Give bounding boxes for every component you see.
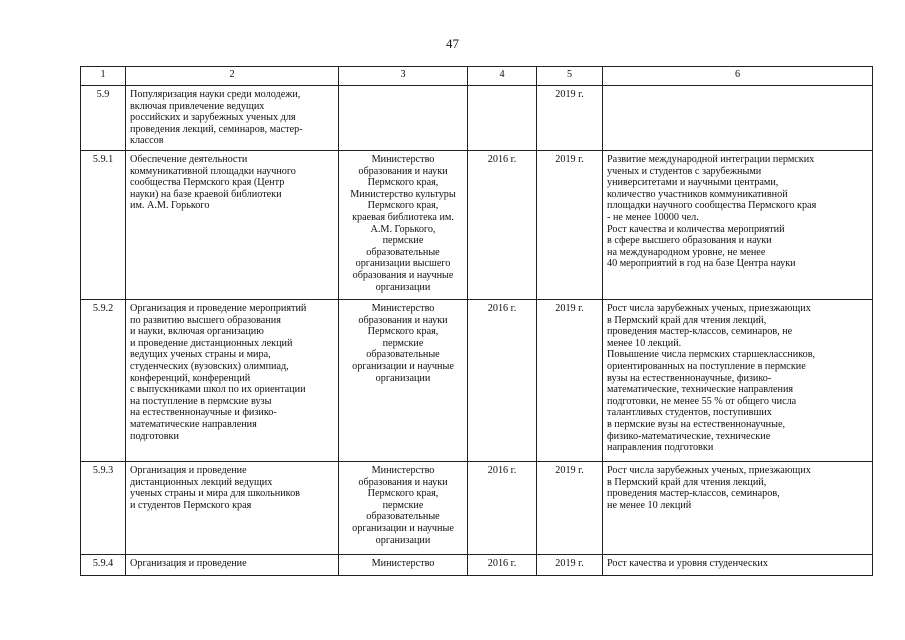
- item-result: Рост числа зарубежных ученых, приезжающих в Пермский край для чтения лекций, проведения мастер-классов, семинаров, не менее 10 лекций. Повышение числа пермских старшеклассников, ориентированных на поступление в пермские вузы на естественнонаучные, физико- математические, технические направления подготовки, не менее 55 % от общего числа талантливых студентов, поступивших в пермские вузы на естественнонаучные, физико-математические, технические направления подготовки: [603, 299, 873, 461]
- item-start-year: 2016 г.: [468, 299, 537, 461]
- item-end-year: 2019 г.: [537, 150, 603, 299]
- column-header: 5: [537, 67, 603, 86]
- item-executor: Министерство образования и науки Пермского края, пермские образовательные организации и научные организации: [339, 461, 468, 554]
- item-executor: [339, 86, 468, 151]
- column-header: 3: [339, 67, 468, 86]
- item-name: Обеспечение деятельности коммуникативной площадки научного сообщества Пермского края (Центр науки) на базе краевой библиотеки им. А.М. Горького: [126, 150, 339, 299]
- item-end-year: 2019 г.: [537, 461, 603, 554]
- item-start-year: 2016 г.: [468, 554, 537, 575]
- table-row: [81, 554, 873, 575]
- item-name: Организация и проведение дистанционных лекций ведущих ученых страны и мира для школьников и студентов Пермского края: [126, 461, 339, 554]
- column-header: 2: [126, 67, 339, 86]
- item-result: Развитие международной интеграции пермских ученых и студентов с зарубежными университетами и научными центрами, количество участников коммуникативной площадки научного сообщества Пермского края - не менее 10000 чел. Рост качества и количества мероприятий в сфере высшего образования и науки на международном уровне, не менее 40 мероприятий в год на базе Центра науки: [603, 150, 873, 299]
- item-number: 5.9.2: [81, 299, 126, 461]
- item-start-year: [468, 86, 537, 151]
- item-executor: Министерство образования и науки Пермского края, Министерство культуры Пермского края, краевая библиотека им. А.М. Горького, пермские образовательные организации высшего образования и научные организации: [339, 150, 468, 299]
- item-name: Популяризация науки среди молодежи, включая привлечение ведущих российских и зарубежных ученых для проведения лекций, семинаров, мастер- классов: [126, 86, 339, 151]
- item-start-year: 2016 г.: [468, 461, 537, 554]
- item-end-year: 2019 г.: [537, 86, 603, 151]
- item-result: Рост качества и уровня студенческих: [603, 554, 873, 575]
- table-header-row: [81, 67, 873, 86]
- item-number: 5.9.1: [81, 150, 126, 299]
- table-row: [81, 461, 873, 554]
- item-end-year: 2019 г.: [537, 299, 603, 461]
- item-number: 5.9.3: [81, 461, 126, 554]
- column-header: 4: [468, 67, 537, 86]
- item-executor: Министерство: [339, 554, 468, 575]
- table-row: [81, 299, 873, 461]
- column-header: 1: [81, 67, 126, 86]
- column-header: 6: [603, 67, 873, 86]
- item-number: 5.9.4: [81, 554, 126, 575]
- program-measures-table: [80, 66, 873, 576]
- item-end-year: 2019 г.: [537, 554, 603, 575]
- item-number: 5.9: [81, 86, 126, 151]
- item-executor: Министерство образования и науки Пермского края, пермские образовательные организации и научные организации: [339, 299, 468, 461]
- item-result: [603, 86, 873, 151]
- item-name: Организация и проведение: [126, 554, 339, 575]
- item-start-year: 2016 г.: [468, 150, 537, 299]
- table-row: [81, 150, 873, 299]
- page-number: 47: [446, 36, 459, 51]
- table-row: [81, 86, 873, 151]
- item-result: Рост числа зарубежных ученых, приезжающих в Пермский край для чтения лекций, проведения мастер-классов, семинаров, не менее 10 лекций: [603, 461, 873, 554]
- item-name: Организация и проведение мероприятий по развитию высшего образования и науки, включая организацию и проведение дистанционных лекций ведущих ученых страны и мира, студенческих (вузовских) олимпиад, конференций, конференций с выпускниками школ по их ориентации на поступление в пермские вузы на естественнонаучные и физико- математические направления подготовки: [126, 299, 339, 461]
